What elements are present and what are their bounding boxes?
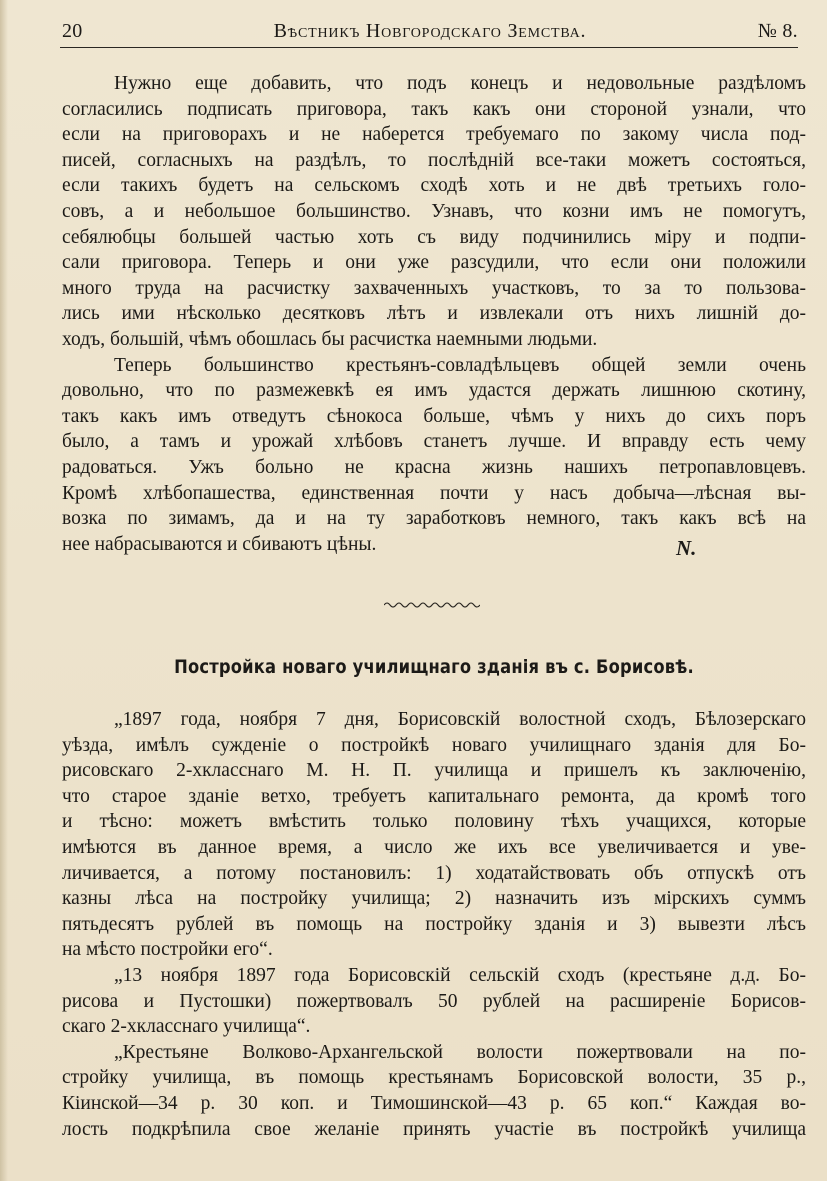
article-1-signature: N. (676, 536, 697, 560)
text-line: рисова и Пустошки) пожертвовалъ 50 рублей на расширенiе Борисов- (62, 990, 806, 1012)
text-line: такъ какъ имъ отведутъ сѣнокоса больше, чѣмъ у нихъ до сихъ поръ (62, 405, 806, 427)
text-line: писей, согласныхъ на раздѣлъ, то послѣднiй все-таки можетъ состояться, (62, 149, 806, 171)
text-line: много труда на расчистку захваченныхъ участковъ, то за то пользова- (62, 277, 806, 299)
text-line: если на приговорахъ и не наберется требуемаго по закому числа под- (62, 124, 806, 146)
text-line: „Крестьяне Волково-Архангельской волости пожертвовали на по- (114, 1041, 806, 1063)
text-line: личивается, а потому постановилъ: 1) ходатайствовать объ отпускѣ отъ (62, 862, 806, 884)
text-line: было, а тамъ и урожай хлѣбовъ станетъ лучше. И вправду есть чему (62, 431, 806, 453)
section-title: Постройка новаго училищнаго зданiя въ с. Борисовѣ. (174, 656, 694, 678)
text-line: ходъ, большiй, чѣмъ обошлась бы расчистка наемными людьми. (62, 328, 598, 350)
text-line: „1897 года, ноября 7 дня, Борисовскiй волостной сходъ, Бѣлозерскаго (114, 709, 806, 730)
text-line: что старое зданiе ветхо, требуетъ капитальнаго ремонта, да кромѣ того (62, 785, 806, 807)
text-line: нее набрасываются и сбиваютъ цѣны. (62, 533, 377, 555)
text-line: согласились подписать приговора, такъ какъ они стороной узнали, что (62, 98, 806, 120)
text-line: казны лѣса на постройку училища; 2) назначить изъ мiрскихъ суммъ (62, 888, 806, 910)
text-line: совъ, а и небольшое большинство. Узнавъ, что козни имъ не помогутъ, (62, 200, 806, 222)
article-2-text (62, 707, 806, 1142)
text-line: Теперь большинство крестьянъ-совладѣльцевъ общей земли очень (114, 354, 806, 376)
text-line: уѣзда, имѣлъ сужденiе о постройкѣ новаго училищнаго зданiя для Бо- (62, 734, 806, 756)
text-line: лость подкрѣпила свое желанiе принять участiе въ постройкѣ училища (62, 1118, 806, 1140)
page-edge-shadow (0, 0, 8, 1181)
text-line: Кiинской—34 р. 30 коп. и Тимошинской—43 р. 65 коп.“ Каждая во- (62, 1092, 806, 1114)
journal-title: Вѣстникъ Новгородскаго Земства. (273, 20, 587, 42)
text-line: „13 ноября 1897 года Борисовскiй сельскiй сходъ (крестьяне д.д. Бо- (114, 964, 806, 986)
running-header (62, 16, 798, 48)
section-divider (384, 600, 480, 610)
text-line: лись ими нѣсколько десятковъ лѣтъ и извлекали отъ нихъ лишнiй до- (62, 303, 806, 325)
text-line: возка по зимамъ, да и на ту заработковъ немного, такъ какъ всѣ на (62, 508, 806, 530)
text-line: скаго 2-хкласснаго училища“. (62, 1016, 311, 1038)
text-line: на мѣсто постройки его“. (62, 939, 273, 961)
text-line: и тѣсно: можетъ вмѣстить только половину тѣхъ учащихся, которые (62, 811, 806, 833)
text-line: стройку училища, въ помощь крестьянамъ Борисовской волости, 35 р., (62, 1067, 806, 1089)
text-line: сали приговора. Теперь и они уже разсудили, что если они положили (62, 252, 806, 274)
text-line: пятьдесятъ рублей въ помощь на постройку зданiя и 3) вывезти лѣсъ (62, 913, 806, 935)
text-line: рисовскаго 2-хкласснаго М. Н. П. училища и пришелъ къ заключенiю, (62, 760, 806, 782)
issue-number: № 8. (757, 20, 798, 42)
text-line: если такихъ будетъ на сельскомъ сходѣ хоть и не двѣ третьихъ голо- (62, 175, 806, 197)
text-line: себялюбцы большей частью хоть съ виду подчинились мiру и подпи- (62, 226, 806, 248)
page-number: 20 (62, 20, 83, 42)
text-line: радоваться. Ужъ больно не красна жизнь нашихъ петропавловцевъ. (62, 456, 806, 478)
text-line: Нужно еще добавить, что подъ конецъ и недовольные раздѣломъ (114, 73, 806, 94)
text-line: имѣются въ данное время, а число же ихъ все увеличивается и уве- (62, 836, 806, 858)
article-1-text (62, 71, 806, 557)
text-line: довольно, что по размежевкѣ ея имъ удастся держать лишнюю скотину, (62, 380, 806, 402)
header-rule (60, 47, 798, 48)
text-line: Кромѣ хлѣбопашества, единственная почти у насъ добыча—лѣсная вы- (62, 482, 806, 504)
